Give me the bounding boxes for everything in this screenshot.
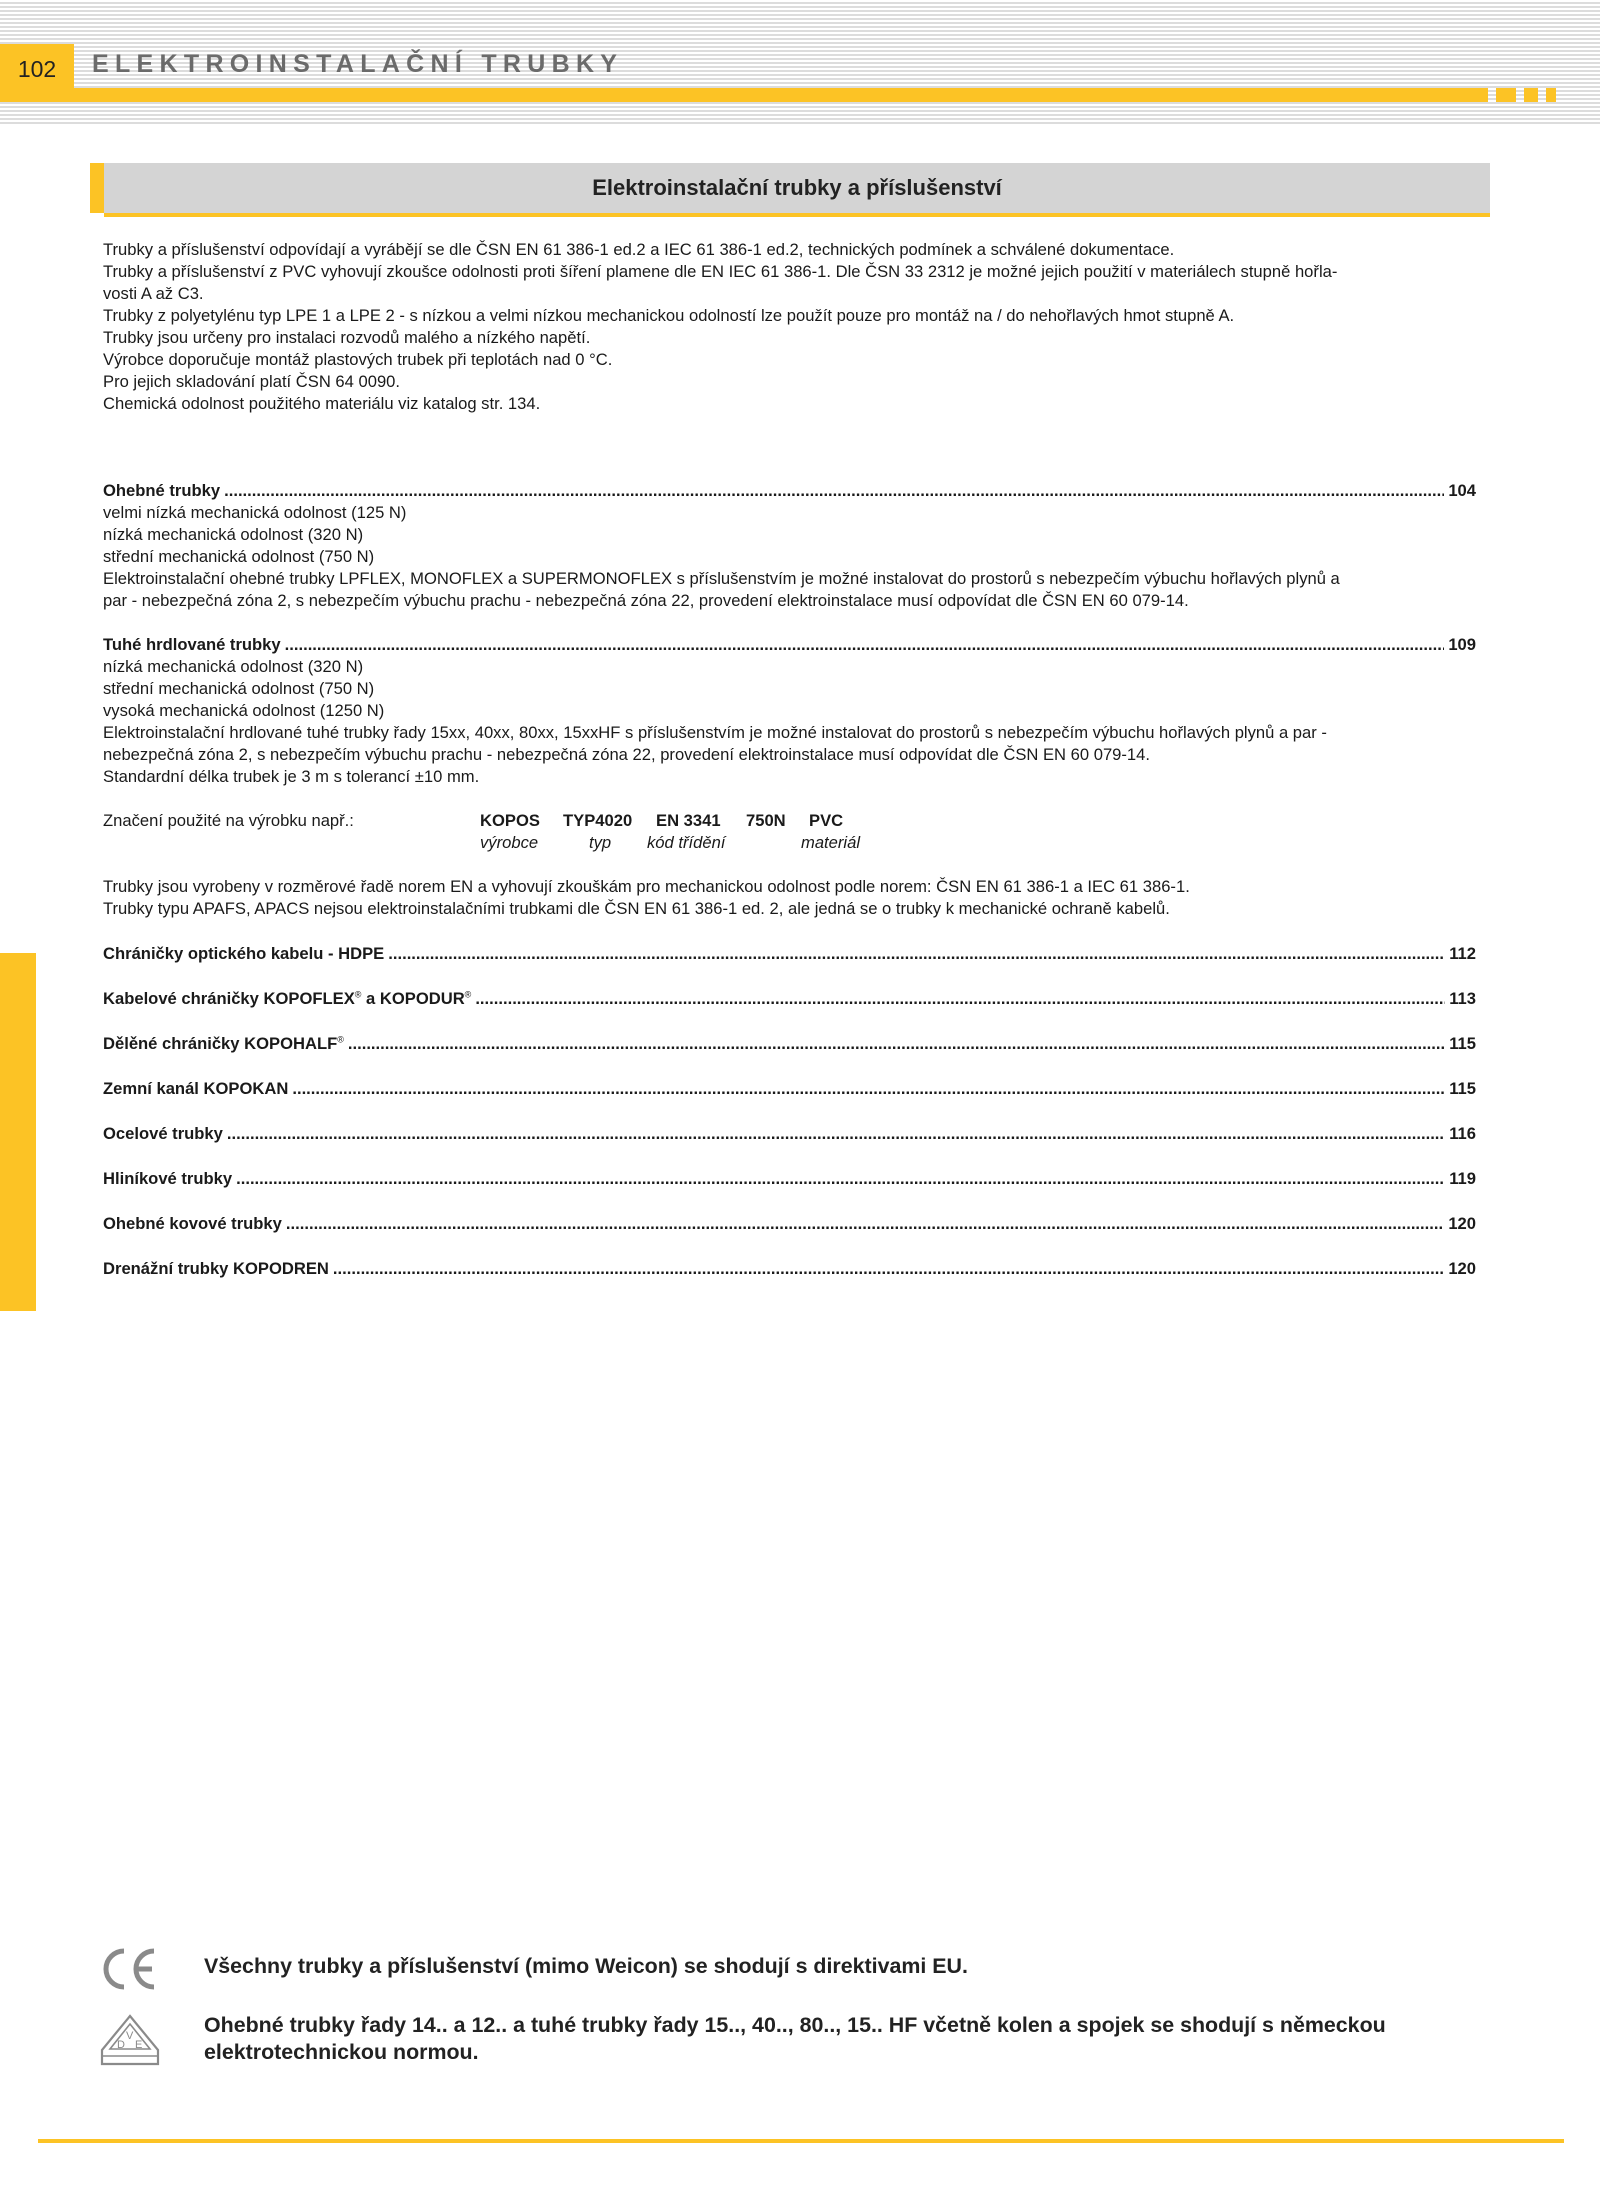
marking-code: TYP4020 [563, 811, 633, 830]
toc-entry[interactable] [103, 1168, 1476, 1190]
toc-page: 120 [1448, 1259, 1476, 1278]
vde-letter: E [135, 2039, 143, 2051]
intro-line: Výrobce doporučuje montáž plastových trubek při teplotách nad 0 °C. [103, 350, 613, 369]
leader-dots [333, 1258, 1444, 1280]
marking-role: typ [589, 833, 612, 852]
toc-page: 115 [1449, 1079, 1476, 1098]
toc-label: Drenážní trubky KOPODREN [103, 1259, 329, 1278]
description-line: nebezpečná zóna 2, s nebezpečím výbuchu prachu - nebezpečná zóna 22, provedení elektroinstalace musí odpovídat dle ČSN EN 60 079-14. [103, 745, 1150, 764]
toc-page: 112 [1449, 944, 1476, 963]
description-line: střední mechanická odolnost (750 N) [103, 679, 375, 698]
side-tab-marker [0, 953, 36, 1311]
leader-dots [388, 943, 1445, 965]
vde-mark-icon [98, 2012, 162, 2068]
intro-line: Pro jejich skladování platí ČSN 64 0090. [103, 372, 401, 391]
marking-role: kód třídění [647, 833, 726, 852]
toc-entry-tuhe[interactable] [103, 634, 1476, 656]
toc-page: 120 [1448, 1214, 1476, 1233]
intro-line: Chemická odolnost použitého materiálu viz katalog str. 134. [103, 394, 541, 413]
marking-role: výrobce [480, 833, 539, 852]
leader-dots [286, 1213, 1444, 1235]
toc-entry[interactable] [103, 988, 1476, 1010]
toc-label: Ohebné trubky [103, 481, 221, 500]
description-line: par - nebezpečná zóna 2, s nebezpečím výbuchu prachu - nebezpečná zóna 22, provedení elektroinstalace musí odpovídat dle ČSN EN 60 079-14. [103, 591, 1189, 610]
leader-dots [292, 1078, 1445, 1100]
toc-page: 113 [1449, 989, 1476, 1008]
marking-codes [480, 810, 860, 832]
leader-dots [236, 1168, 1445, 1190]
toc-entry[interactable] [103, 1258, 1476, 1280]
intro-line: Trubky a příslušenství z PVC vyhovují zkoušce odolnosti proti šíření plamene dle EN IEC 61 386-1. Dle ČSN 33 2312 je možné jejich použití v materiálech stupně hořla- [103, 262, 1338, 281]
description-line: Elektroinstalační ohebné trubky LPFLEX, MONOFLEX a SUPERMONOFLEX s příslušenstvím je možné instalovat do prostorů s nebezpečím výbuchu hořlavých plynů a [103, 569, 1340, 588]
toc-entry[interactable] [103, 943, 1476, 965]
toc-page: 115 [1449, 1034, 1476, 1053]
toc-entry[interactable] [103, 1078, 1476, 1100]
leader-dots [285, 634, 1445, 656]
description-line: vysoká mechanická odolnost (1250 N) [103, 701, 385, 720]
toc-label: Chráničky optického kabelu - HDPE [103, 944, 385, 963]
marking-roles [480, 832, 860, 854]
marking-code: 750N [746, 811, 786, 830]
toc-page: 104 [1448, 481, 1476, 500]
page-number: 102 [0, 44, 74, 102]
marking-role: materiál [801, 833, 861, 852]
description-line: nízká mechanická odolnost (320 N) [103, 525, 364, 544]
toc-label: Ohebné kovové trubky [103, 1214, 282, 1233]
toc-label: Zemní kanál KOPOKAN [103, 1079, 289, 1098]
toc-entry-ohebne[interactable] [103, 480, 1476, 502]
norm-line: Trubky jsou vyrobeny v rozměrové řadě norem EN a vyhovují zkouškám pro mechanickou odolnost podle norem: ČSN EN 61 386-1 a IEC 61 386-1. [103, 877, 1190, 896]
ce-mark-icon [96, 1945, 162, 1993]
intro-line: vosti A až C3. [103, 284, 204, 303]
description-line: střední mechanická odolnost (750 N) [103, 547, 375, 566]
toc-page: 119 [1449, 1169, 1476, 1188]
section-banner [90, 163, 1490, 213]
toc-label: Hliníkové trubky [103, 1169, 233, 1188]
section-title: ELEKTROINSTALAČNÍ TRUBKY [92, 50, 624, 78]
description-line: nízká mechanická odolnost (320 N) [103, 657, 364, 676]
header-accent-bar [0, 88, 1488, 102]
footer-rule [38, 2139, 1564, 2143]
toc-page: 109 [1448, 635, 1476, 654]
toc-label: Dělěné chráničky KOPOHALF® [103, 1034, 344, 1053]
marking-code: PVC [809, 811, 844, 830]
header-accent-square [1496, 88, 1516, 102]
marking-example [103, 810, 1476, 854]
toc-label: Tuhé hrdlované trubky [103, 635, 281, 654]
toc-entry[interactable] [103, 1213, 1476, 1235]
toc-entry[interactable] [103, 1033, 1476, 1055]
marking-label: Značení použité na výrobku např.: [103, 811, 354, 830]
description-line: Standardní délka trubek je 3 m s tolerancí ±10 mm. [103, 767, 480, 786]
leader-dots [475, 988, 1445, 1010]
ce-compliance-note: Všechny trubky a příslušenství (mimo Weicon) se shodují s direktivami EU. [204, 1954, 968, 1978]
toc-label: Ocelové trubky [103, 1124, 223, 1143]
intro-line: Trubky jsou určeny pro instalaci rozvodů malého a nízkého napětí. [103, 328, 591, 347]
intro-line: Trubky z polyetylénu typ LPE 1 a LPE 2 - s nízkou a velmi nízkou mechanickou odolností lze použít pouze pro montáž na / do nehořlavých hmot stupně A. [103, 306, 1235, 325]
leader-dots [227, 1123, 1445, 1145]
header-accent-square [1546, 88, 1556, 102]
toc-entry[interactable] [103, 1123, 1476, 1145]
intro-line: Trubky a příslušenství odpovídají a vyrábějí se dle ČSN EN 61 386-1 ed.2 a IEC 61 386-1 ed.2, technických podmínek a schválené dokumentace. [103, 240, 1175, 259]
intro-text [103, 239, 1476, 415]
toc-label: Kabelové chráničky KOPOFLEX® a KOPODUR® [103, 989, 472, 1008]
marking-code: KOPOS [480, 811, 540, 830]
toc-page: 116 [1449, 1124, 1476, 1143]
description-line: Elektroinstalační hrdlované tuhé trubky řady 15xx, 40xx, 80xx, 15xxHF s příslušenstvím je možné instalovat do prostorů s nebezpečím výbuchu hořlavých plynů a par - [103, 723, 1327, 742]
banner-title: Elektroinstalační trubky a příslušenství [592, 175, 1002, 200]
vde-compliance-note: Ohebné trubky řady 14.. a 12.. a tuhé trubky řady 15.., 40.., 80.., 15.. HF včetně kolen a spojek se shodují s německou elektrotechnickou normou. [204, 2013, 1386, 2064]
vde-letter: V [126, 2030, 134, 2042]
catalog-contents [103, 480, 1476, 1280]
norm-line: Trubky typu APAFS, APACS nejsou elektroinstalačními trubkami dle ČSN EN 61 386-1 ed. 2, ale jedná se o trubky k mechanické ochraně kabelů. [103, 899, 1170, 918]
vde-letter: D [117, 2039, 125, 2051]
header-accent-square [1524, 88, 1538, 102]
leader-dots [348, 1033, 1445, 1055]
description-line: velmi nízká mechanická odolnost (125 N) [103, 503, 407, 522]
marking-code: EN 3341 [656, 811, 721, 830]
leader-dots [224, 480, 1444, 502]
